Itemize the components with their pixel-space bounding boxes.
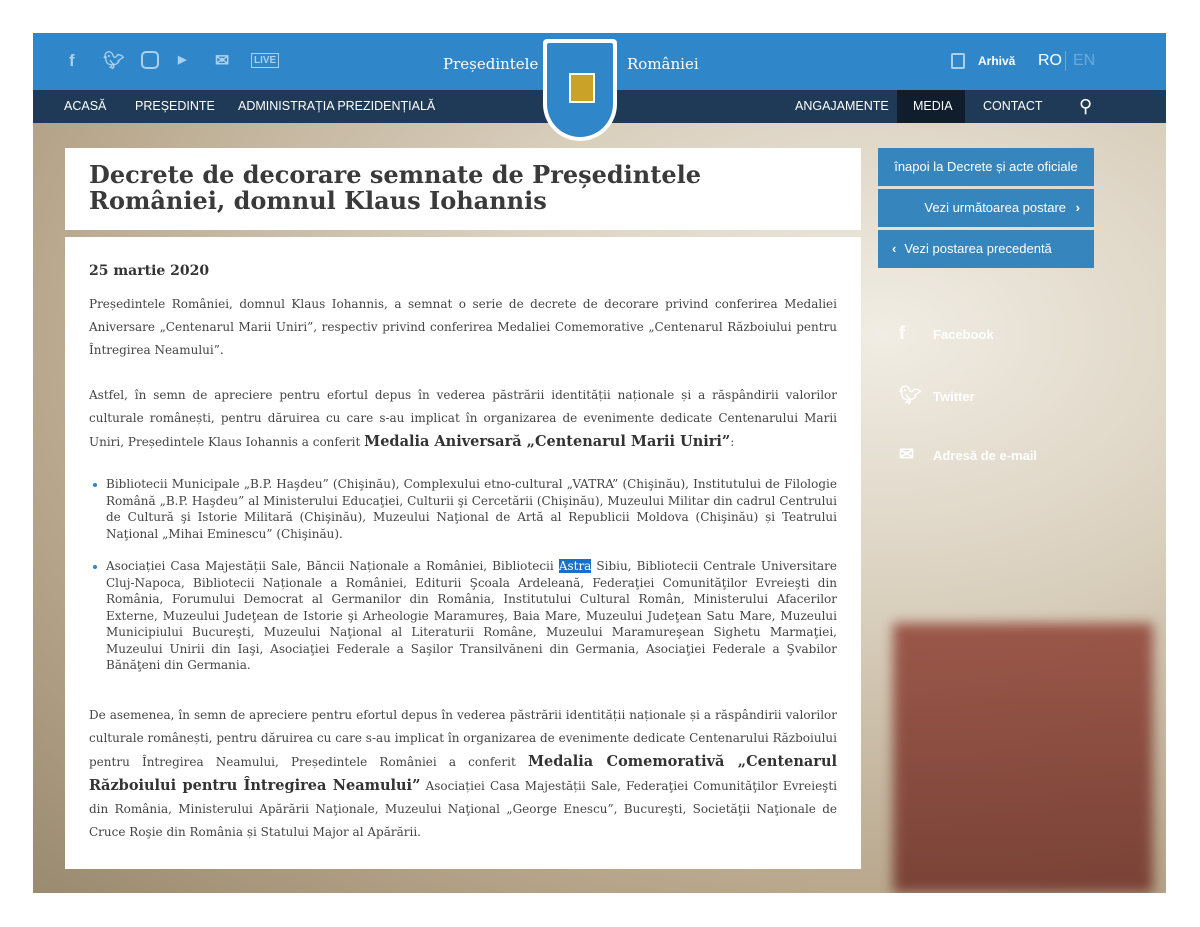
back-button[interactable]: înapoi la Decrete și acte oficiale bbox=[878, 148, 1094, 186]
nav-administratia[interactable]: ADMINISTRAȚIA PREZIDENȚIALĂ bbox=[238, 99, 436, 113]
lang-ro[interactable]: RO bbox=[1038, 52, 1062, 69]
nav-acasa[interactable]: ACASĂ bbox=[64, 99, 107, 113]
mail-icon[interactable]: ✉ bbox=[215, 51, 230, 70]
text: : bbox=[730, 435, 735, 449]
paragraph-2 bbox=[89, 384, 837, 454]
paragraph-3 bbox=[89, 704, 837, 844]
text: Astfel, în semn de apreciere pentru efortul depus în vederea păstrării identității naționale și a răspândirii valorilor culturale românești, pentru dăruirea cu care s-au implicat în organizarea de evenimente dedicate Centenarului Marii Uniri, Președintele Klaus Iohannis a conferit bbox=[89, 388, 837, 449]
facebook-icon: f bbox=[899, 323, 905, 343]
paragraph-1: Președintele României, domnul Klaus Iohannis, a semnat o serie de decrete de decorare privind conferirea Medaliei Aniversare „Centenarul Marii Uniri”, respectiv privind conferirea Medaliei Comemorative „Centenarul Războiului pentru Întregirea Neamului”. bbox=[89, 297, 837, 357]
nav-presedinte[interactable]: PREȘEDINTE bbox=[135, 99, 215, 113]
youtube-icon[interactable]: ▶ bbox=[178, 54, 187, 66]
title-card bbox=[65, 148, 861, 230]
share-label: Facebook bbox=[933, 327, 994, 342]
share-label: Adresă de e-mail bbox=[933, 448, 1038, 463]
nav-contact[interactable]: CONTACT bbox=[983, 99, 1043, 113]
instagram-icon[interactable] bbox=[141, 51, 159, 69]
recipients-list bbox=[89, 476, 837, 674]
chevron-left-icon: ‹ bbox=[892, 241, 897, 256]
list-item: Bibliotecii Municipale „B.P. Haşdeu” (Chişinău), Complexului etno-cultural „VATRA” (Chişinău), Institutului de Filologie Română „B.P. Haşdeu” al Ministerului Educaţiei, Culturii şi Cercetării (Chişinău), Muzeului Militar din cadrul Centrului de Cultură şi Istorie Militară (Chişinău), Muzeului Naţional de Artă al Republicii Moldova (Chişinău) și Teatrului Naţional „Mihai Eminescu” (Chişinău). bbox=[89, 476, 837, 542]
page-title: Decrete de decorare semnate de Președintele României, domnul Klaus Iohannis bbox=[89, 160, 701, 215]
lang-en[interactable]: EN bbox=[1073, 52, 1096, 69]
brand-right: României bbox=[627, 55, 699, 73]
text: De asemenea, în semn de apreciere pentru efortul depus în vederea păstrării identității naționale și a răspândirii valorilor culturale românești, pentru dăruirea cu care s-au implicat în organizarea de evenimente dedicate Centenarului Războiului pentru Întregirea Neamului, Președintele României a conferit bbox=[89, 707, 837, 769]
brand-left: Președintele bbox=[443, 55, 539, 73]
nav-media[interactable]: MEDIA bbox=[897, 90, 965, 123]
facebook-icon[interactable]: f bbox=[69, 51, 75, 70]
share-label: Twitter bbox=[933, 389, 975, 404]
share-email[interactable] bbox=[899, 444, 1037, 465]
article-card bbox=[65, 237, 861, 869]
mail-icon: ✉ bbox=[899, 444, 915, 464]
twitter-icon[interactable]: 🐦︎ bbox=[103, 51, 125, 70]
coat-of-arms-logo[interactable] bbox=[543, 39, 617, 141]
next-label: Vezi următoarea postare bbox=[924, 200, 1067, 215]
text: Asociației Casa Majestății Sale, Federaţiei Comunităţilor Evreieşti din România, Ministerului Apărării Naţionale, Muzeului Naţional „George Enescu”, Bucureşti, Societăţii Naţionale de Cruce Roşie din România și Statului Major al Apărării. bbox=[89, 778, 837, 839]
page-frame bbox=[33, 33, 1166, 893]
archive-icon[interactable] bbox=[951, 53, 965, 69]
text: Asociației Casa Majestății Sale, Băncii Naționale a României, Bibliotecii bbox=[106, 559, 559, 573]
article-date: 25 martie 2020 bbox=[89, 263, 210, 279]
lang-divider bbox=[1065, 51, 1066, 71]
live-icon[interactable]: LIVE bbox=[251, 53, 279, 68]
medal-name: Medalia Aniversară „Centenarul Marii Uniri” bbox=[364, 433, 731, 450]
medal-name: Medalia Comemorativă „Centenarul Războiului pentru Întregirea Neamului” bbox=[89, 752, 838, 794]
background-image bbox=[893, 623, 1153, 893]
next-post-button[interactable] bbox=[878, 189, 1094, 227]
prev-label: Vezi postarea precedentă bbox=[904, 241, 1052, 256]
list-item bbox=[89, 558, 837, 674]
nav-angajamente[interactable]: ANGAJAMENTE bbox=[795, 99, 889, 113]
prev-post-button[interactable] bbox=[878, 230, 1094, 268]
selected-text: Astra bbox=[558, 559, 592, 573]
chevron-right-icon: › bbox=[1075, 200, 1080, 215]
twitter-icon: 🐦︎ bbox=[899, 385, 922, 405]
text: Sibiu, Bibliotecii Centrale Universitare Cluj-Napoca, Bibliotecii Naționale a României, Editurii Şcoala Ardeleană, Federaţiei Comunităţilor Evreieşti din România, Forumului Democrat al Germanilor din România, Institutului Cultural Român, Ministerului Afacerilor Externe, Muzeului Judeţean de Istorie şi Arheologie Maramureş, Baia Mare, Muzeului Judeţean Satu Mare, Muzeului Municipiului Bucureşti, Muzeului Naţional al Literaturii Române, Muzeului Maramureşean Sighetu Marmaţiei, Muzeului Unirii din Iaşi, Asociaţiei Federale a Saşilor Transilvăneni din Germania, Asociaţiei Federale a Şvabilor Bănăţeni din Germania. bbox=[106, 559, 837, 672]
archive-link[interactable]: Arhivă bbox=[978, 54, 1016, 68]
share-facebook[interactable] bbox=[899, 323, 994, 344]
share-twitter[interactable] bbox=[899, 385, 975, 406]
search-icon[interactable]: ⚲ bbox=[1079, 96, 1093, 116]
